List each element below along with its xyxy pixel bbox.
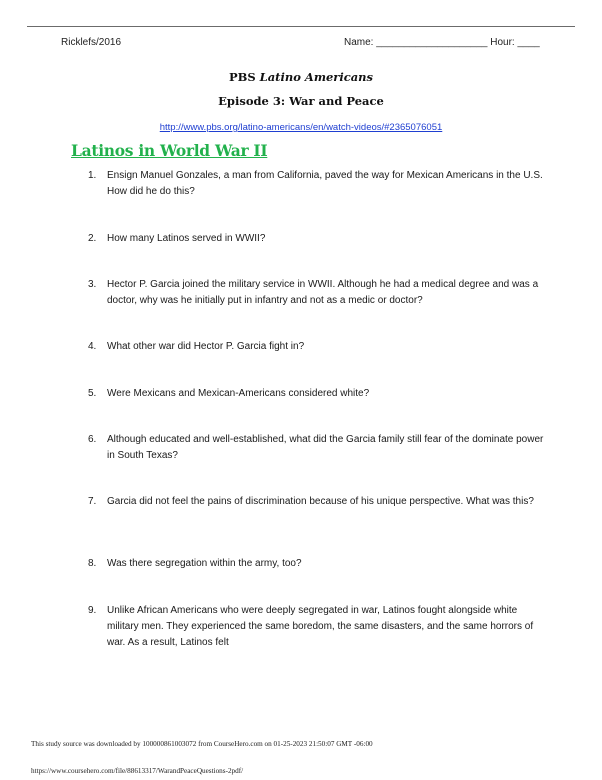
section-heading: Latinos in World War II (71, 141, 268, 160)
title-italic: Latino Americans (259, 70, 374, 84)
download-note: This study source was downloaded by 100000861003072 from CourseHero.com on 01-25-2023 21:50:07 GMT -06:00 (31, 740, 373, 748)
question-text: Were Mexicans and Mexican-Americans considered white? (107, 388, 370, 399)
question-item (88, 168, 548, 200)
question-number: 5. (88, 388, 97, 399)
question-text: Hector P. Garcia joined the military service in WWII. Although he had a medical degree and was a doctor, why was he initially put in infantry and not as a medic or doctor? (107, 279, 539, 306)
header-rule (27, 26, 575, 27)
question-number: 6. (88, 434, 97, 445)
question-number: 4. (88, 341, 97, 352)
question-text: What other war did Hector P. Garcia fight in? (107, 341, 305, 352)
question-number: 3. (88, 279, 97, 290)
question-number: 9. (88, 605, 97, 616)
question-item (88, 432, 548, 464)
question-item (88, 556, 548, 572)
title-prefix: PBS (228, 70, 260, 84)
document-title (0, 70, 602, 84)
question-text: How many Latinos served in WWII? (107, 233, 266, 244)
question-item (88, 339, 548, 355)
question-number: 8. (88, 558, 97, 569)
question-item (88, 494, 548, 510)
source-url[interactable]: https://www.coursehero.com/file/88613317/WarandPeaceQuestions-2pdf/ (31, 767, 244, 775)
question-item (88, 277, 548, 309)
question-text: Was there segregation within the army, too? (107, 558, 302, 569)
question-item (88, 231, 548, 247)
name-hour-fields: Name: ____________________ Hour: ____ (344, 37, 540, 48)
episode-title: Episode 3: War and Peace (218, 94, 384, 108)
question-number: 7. (88, 496, 97, 507)
question-text: Unlike African Americans who were deeply segregated in war, Latinos fought alongside white military men. They experienced the same boredom, the same disasters, and the same horrors of war. As a result, Latinos felt (107, 605, 534, 648)
question-number: 1. (88, 170, 97, 181)
question-text: Garcia did not feel the pains of discrimination because of his unique perspective. What was this? (107, 496, 534, 507)
question-item (88, 603, 548, 651)
question-number: 2. (88, 233, 97, 244)
question-item (88, 386, 548, 402)
question-text: Ensign Manuel Gonzales, a man from California, paved the way for Mexican Americans in the U.S. How did he do this? (107, 170, 543, 197)
question-text: Although educated and well-established, what did the Garcia family still fear of the dominate power in South Texas? (107, 434, 544, 461)
video-link[interactable]: http://www.pbs.org/latino-americans/en/watch-videos/#2365076051 (159, 122, 443, 133)
author-year: Ricklefs/2016 (61, 37, 122, 48)
